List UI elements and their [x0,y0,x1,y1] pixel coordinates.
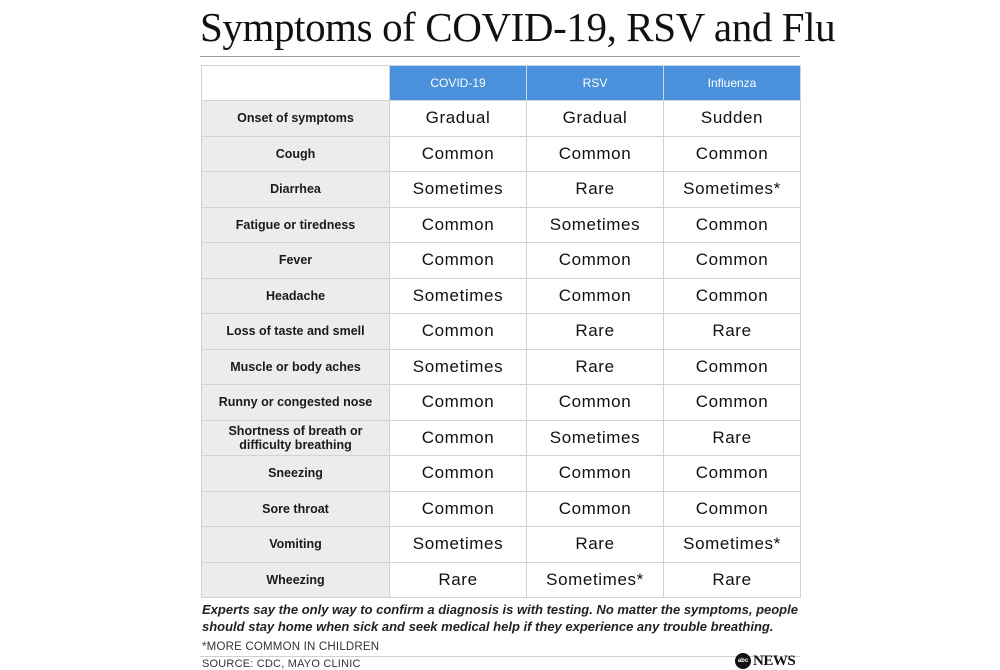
table-cell: Common [664,278,801,314]
symptoms-table [201,65,801,598]
table-cell: Sometimes [390,349,527,385]
row-label: Onset of symptoms [202,101,390,137]
table-cell: Rare [664,420,801,456]
row-label: Sore throat [202,491,390,527]
table-cell: Common [390,456,527,492]
children-footnote: *MORE COMMON IN CHILDREN [202,641,380,653]
table-row [202,278,801,314]
row-label: Fatigue or tiredness [202,207,390,243]
source-credit: SOURCE: CDC, MAYO CLINIC [202,658,361,670]
table-cell: Sudden [664,101,801,137]
table-corner-cell [202,66,390,101]
table-cell: Sometimes [390,527,527,563]
table-cell: Common [664,349,801,385]
title-divider [200,56,800,57]
table-cell: Rare [664,562,801,598]
table-cell: Common [390,385,527,421]
table-cell: Common [527,278,664,314]
table-cell: Common [664,491,801,527]
table-cell: Common [527,243,664,279]
table-cell: Common [527,456,664,492]
table-cell: Gradual [527,101,664,137]
row-label: Sneezing [202,456,390,492]
row-label: Runny or congested nose [202,385,390,421]
row-label: Muscle or body aches [202,349,390,385]
table-cell: Sometimes* [527,562,664,598]
table-row [202,172,801,208]
row-label: Loss of taste and smell [202,314,390,350]
table-cell: Common [390,243,527,279]
table-cell: Rare [390,562,527,598]
table-cell: Common [664,385,801,421]
table-cell: Rare [527,314,664,350]
table-row [202,562,801,598]
row-label: Cough [202,136,390,172]
row-label: Shortness of breath or difficulty breathing [202,420,390,456]
table-cell: Rare [527,349,664,385]
table-cell: Common [527,136,664,172]
table-cell: Rare [527,172,664,208]
abc-logo-icon: abc [735,653,751,669]
table-row [202,243,801,279]
page-title: Symptoms of COVID-19, RSV and Flu [200,4,836,50]
row-label: Diarrhea [202,172,390,208]
table-cell: Common [390,314,527,350]
table-row [202,314,801,350]
table-cell: Sometimes* [664,172,801,208]
abc-news-logo [735,654,795,668]
table-cell: Rare [527,527,664,563]
table-row [202,456,801,492]
table-row [202,385,801,421]
table-row [202,349,801,385]
table-cell: Sometimes [390,278,527,314]
table-cell: Common [390,420,527,456]
table-cell: Rare [664,314,801,350]
table-cell: Gradual [390,101,527,137]
table-row [202,101,801,137]
table-cell: Common [390,207,527,243]
column-header-rsv: RSV [527,66,664,101]
row-label: Wheezing [202,562,390,598]
column-header-influenza: Influenza [664,66,801,101]
row-label: Fever [202,243,390,279]
table-cell: Common [527,385,664,421]
table-cell: Common [527,491,664,527]
table-cell: Common [390,491,527,527]
table-cell: Common [664,456,801,492]
table-header-row [202,66,801,101]
table-cell: Sometimes [527,207,664,243]
testing-note: Experts say the only way to confirm a diagnosis is with testing. No matter the symptoms, people should stay home when sick and seek medical help if they experience any trouble breathing. [202,602,798,634]
table-cell: Common [664,136,801,172]
footer-divider [200,656,800,657]
table-row [202,207,801,243]
table-row [202,491,801,527]
news-wordmark: NEWS [753,652,796,669]
table-cell: Common [664,207,801,243]
column-header-covid: COVID-19 [390,66,527,101]
table-row [202,527,801,563]
table-row [202,420,801,456]
table-row [202,136,801,172]
row-label: Headache [202,278,390,314]
table-body [202,101,801,598]
table-cell: Sometimes [527,420,664,456]
row-label: Vomiting [202,527,390,563]
table-cell: Common [390,136,527,172]
table-cell: Common [664,243,801,279]
table-cell: Sometimes [390,172,527,208]
table-cell: Sometimes* [664,527,801,563]
